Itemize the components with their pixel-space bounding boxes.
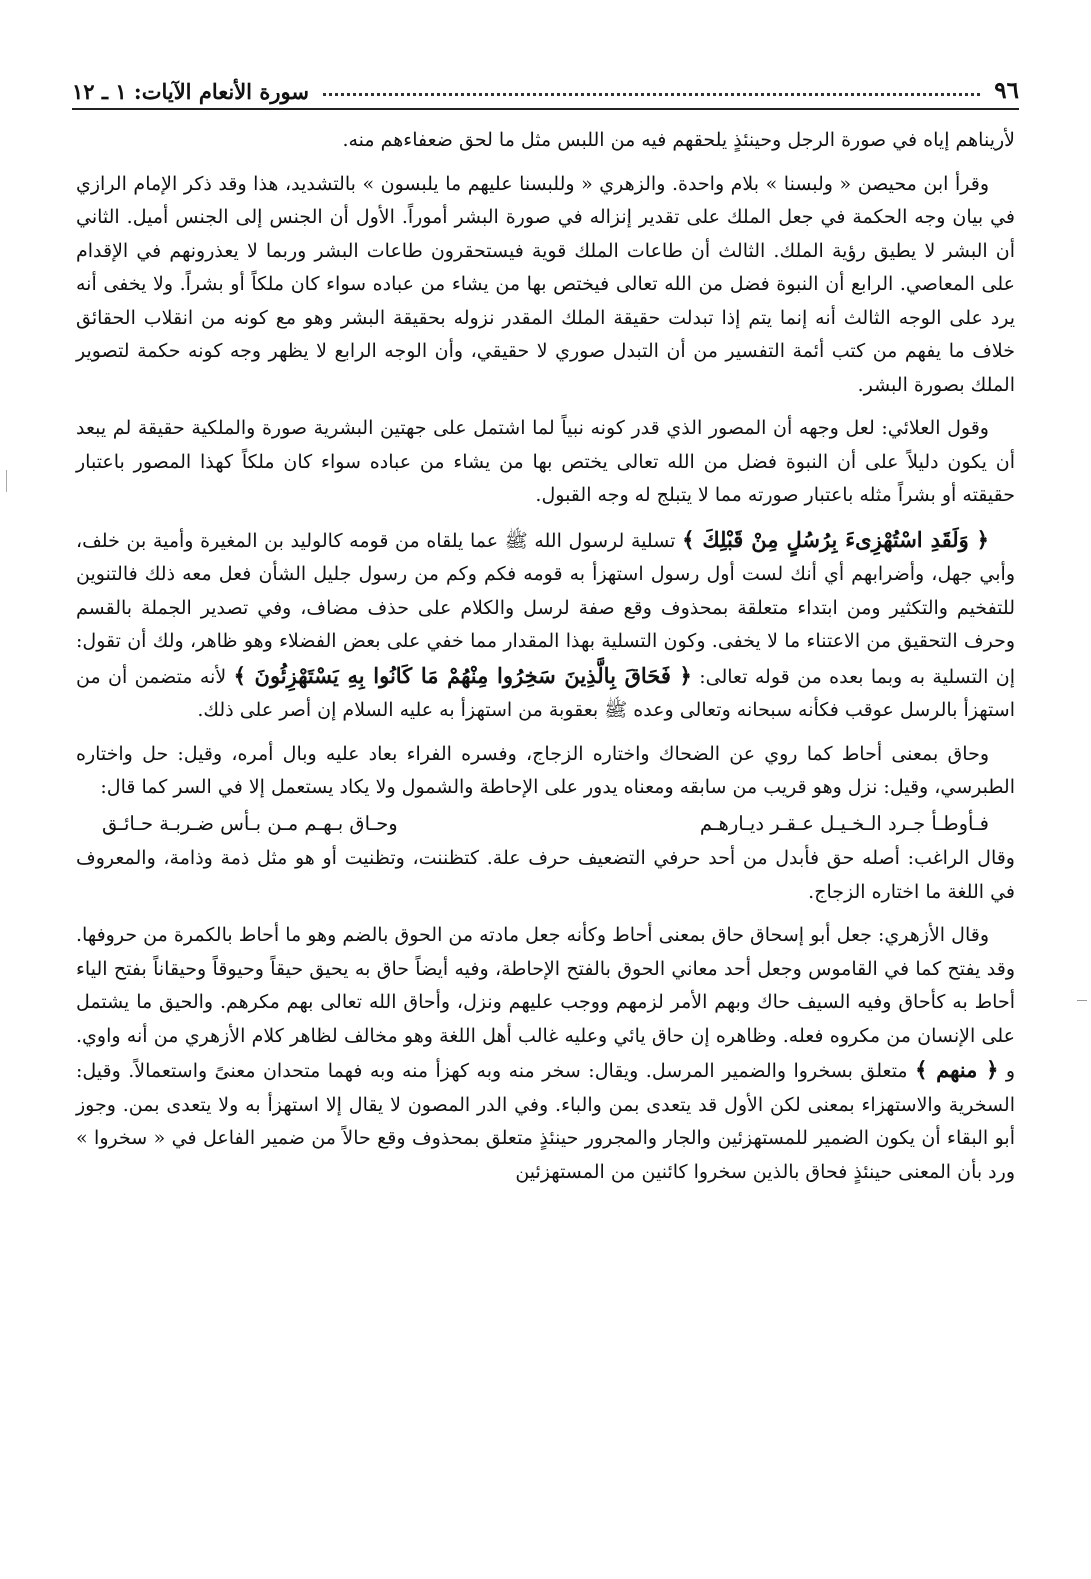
verse-first-hemistich: فـأوطـأ جـرد الـخـيـل عـقـر ديـارهـم bbox=[699, 811, 989, 835]
paragraph: وقول العلائي: لعل وجهه أن المصور الذي قدر كونه نبياً لما اشتمل على جهتين البشرية صورة والملكية حقيقة لم يبعد أن يكون دليلاً على أن النبوة فضل من الله تعالى يختص بها من يشاء من عباده سواء كان ملكاً كهذا المصور باعتبار حقيقته أو بشراً مثله باعتبار صورته مما لا يتبلج له وجه القبول. bbox=[76, 417, 1015, 506]
paragraph: وقرأ ابن محيصن « ولبسنا » بلام واحدة. والزهري « وللبسنا عليهم ما يلبسون » بالتشديد، هذا وقد ذكر الإمام الرازي في بيان وجه الحكمة في جعل الملك على تقدير إنزاله في صورة البشر أموراً. الأول أن الجنس إلى الجنس أميل. الثاني أن البشر لا يطيق رؤية الملك. الثالث أن طاعات الملك قوية فيستحقرون طاعات البشر وربما لا يعذرونهم في الإقدام على المعاصي. الرابع أن النبوة فضل من الله تعالى فيختص بها من يشاء من عباده سواء كان ملكاً أو بشراً. ولا يخفى أنه يرد على الوجه الثالث أنه إنما يتم إذا تبدلت حقيقة الملك المقدر نزوله بحقيقة البشر وهو مع كونه من انقلاب الحقائق خلاف ما يفهم من كتب أئمة التفسير من أن التبدل صوري لا حقيقي، وأن الوجه الرابع لا يظهر وجه كونه حكمة لتصوير الملك بصورة البشر. bbox=[76, 172, 1015, 396]
poetry-verse bbox=[76, 807, 1015, 841]
page-header bbox=[72, 64, 1019, 110]
running-title: سورة الأنعام الآيات: ١ ـ ١٢ bbox=[72, 79, 309, 104]
commentary-text: تسلية لرسول الله ﷺ عما يلقاه من قومه كالوليد بن المغيرة وأمية بن خلف، وأبي جهل، وأضرابهم أي أنك لست أول رسول استهزأ به قومه فكم وكم من رسول جليل الشأن فعل معه ذلك فالتنوين للتفخيم والتكثير ومن ابتداء متعلقة بمحذوف وقع صفة لرسل والكلام على حذف مضاف، وفي تصدير الجملة بالقسم وحرف التحقيق من الاعتناء ما لا يخفى. وكون التسلية بهذا المقدار مما خفي على بعض الفضلاء وهو ظاهر، ولك أن تقول: إن التسلية به وبما بعده من قوله تعالى: bbox=[76, 529, 1015, 688]
commentary-text: وقال الأزهري: جعل أبو إسحاق حاق بمعنى أحاط وكأنه جعل مادته من الحوق بالضم وهو ما أحاط بالكمرة من حروفها. وقد يفتح كما في القاموس وجعل أحد معاني الحوق بالفتح الإحاطة، وفيه أيضاً حاق به يحيق حيقاً وحيوقاً وحيقاناً بفتح الياء أحاط به كأحاق وفيه السيف حاك وبهم الأمر لزمهم ووجب عليهم ونزل، وأحاق الله تعالى بهم مكرهم. والحيق ما يشتمل على الإنسان من مكروه فعله. وظاهره إن حاق يائي وعليه غالب أهل اللغة وهو مخالف لظاهر كلام الأزهري من أنه واوي. و bbox=[76, 924, 1016, 1082]
quran-quote: ﴿ وَلَقَدِ اسْتُهْزِىءَ بِرُسُلٍ مِنْ قَبْلِكَ ﴾ bbox=[682, 526, 989, 552]
scan-margin-mark bbox=[1077, 1000, 1087, 1001]
paragraph bbox=[76, 919, 1015, 1189]
commentary-text: لأنه متضمن أن من استهزأ بالرسل عوقب فكأنه سبحانه وتعالى وعده ﷺ بعقوبة من استهزأ به عليه السلام إن أصر على ذلك. bbox=[76, 665, 1015, 721]
quran-quote: ﴿ منهم ﴾ bbox=[915, 1057, 999, 1082]
paragraph: لأريناهم إياه في صورة الرجل وحينئذٍ يلحقهم فيه من اللبس مثل ما لحق ضعفاءهم منه. bbox=[342, 129, 1015, 151]
paragraph bbox=[76, 523, 1015, 728]
scan-margin-mark bbox=[6, 470, 10, 492]
quran-quote: ﴿ فَحَاقَ بِالَّذِينَ سَخِرُوا مِنْهُمْ مَا كَانُوا بِهِ يَسْتَهْزِئُونَ ﴾ bbox=[233, 662, 692, 688]
page-number: ٩٦ bbox=[994, 77, 1019, 104]
header-dotted-leader bbox=[323, 93, 980, 96]
paragraph: وحاق بمعنى أحاط كما روي عن الضحاك واختاره الزجاج، وفسره الفراء بعاد عليه وبال أمره، وقيل: حل واختاره الطبرسي، وقيل: نزل وهو قريب من سابقه ومعناه يدور على الإحاطة والشمول ولا يكاد يستعمل إلا في السر كما قال: bbox=[76, 742, 1015, 798]
paragraph: وقال الراغب: أصله حق فأبدل من أحد حرفي التضعيف حرف علة. كتظننت، وتظنيت أو هو مثل ذمة وذامة، والمعروف في اللغة ما اختاره الزجاج. bbox=[76, 847, 1015, 903]
verse-second-hemistich: وحـاق بـهـم مـن بـأس ضـربـة حـائـق bbox=[102, 811, 398, 835]
commentary-text: متعلق بسخروا والضمير المرسل. ويقال: سخر منه وبه كهزأ منه وبه فهما متحدان معنىً واستعمالاً. وقيل: السخرية والاستهزاء بمعنى لكن الأول قد يتعدى بمن والباء. وفي الدر المصون لا يقال إلا استهزأ به ولا يتعدى بمن. وجوز أبو البقاء أن يكون الضمير للمستهزئين والجار والمجرور حينئذٍ متعلق بمحذوف وقع حالاً من ضمير الفاعل في « سخروا » ورد بأن المعنى حينئذٍ فحاق بالذين سخروا كائنين من المستهزئين bbox=[76, 1060, 1015, 1183]
page-body bbox=[76, 124, 1015, 1199]
